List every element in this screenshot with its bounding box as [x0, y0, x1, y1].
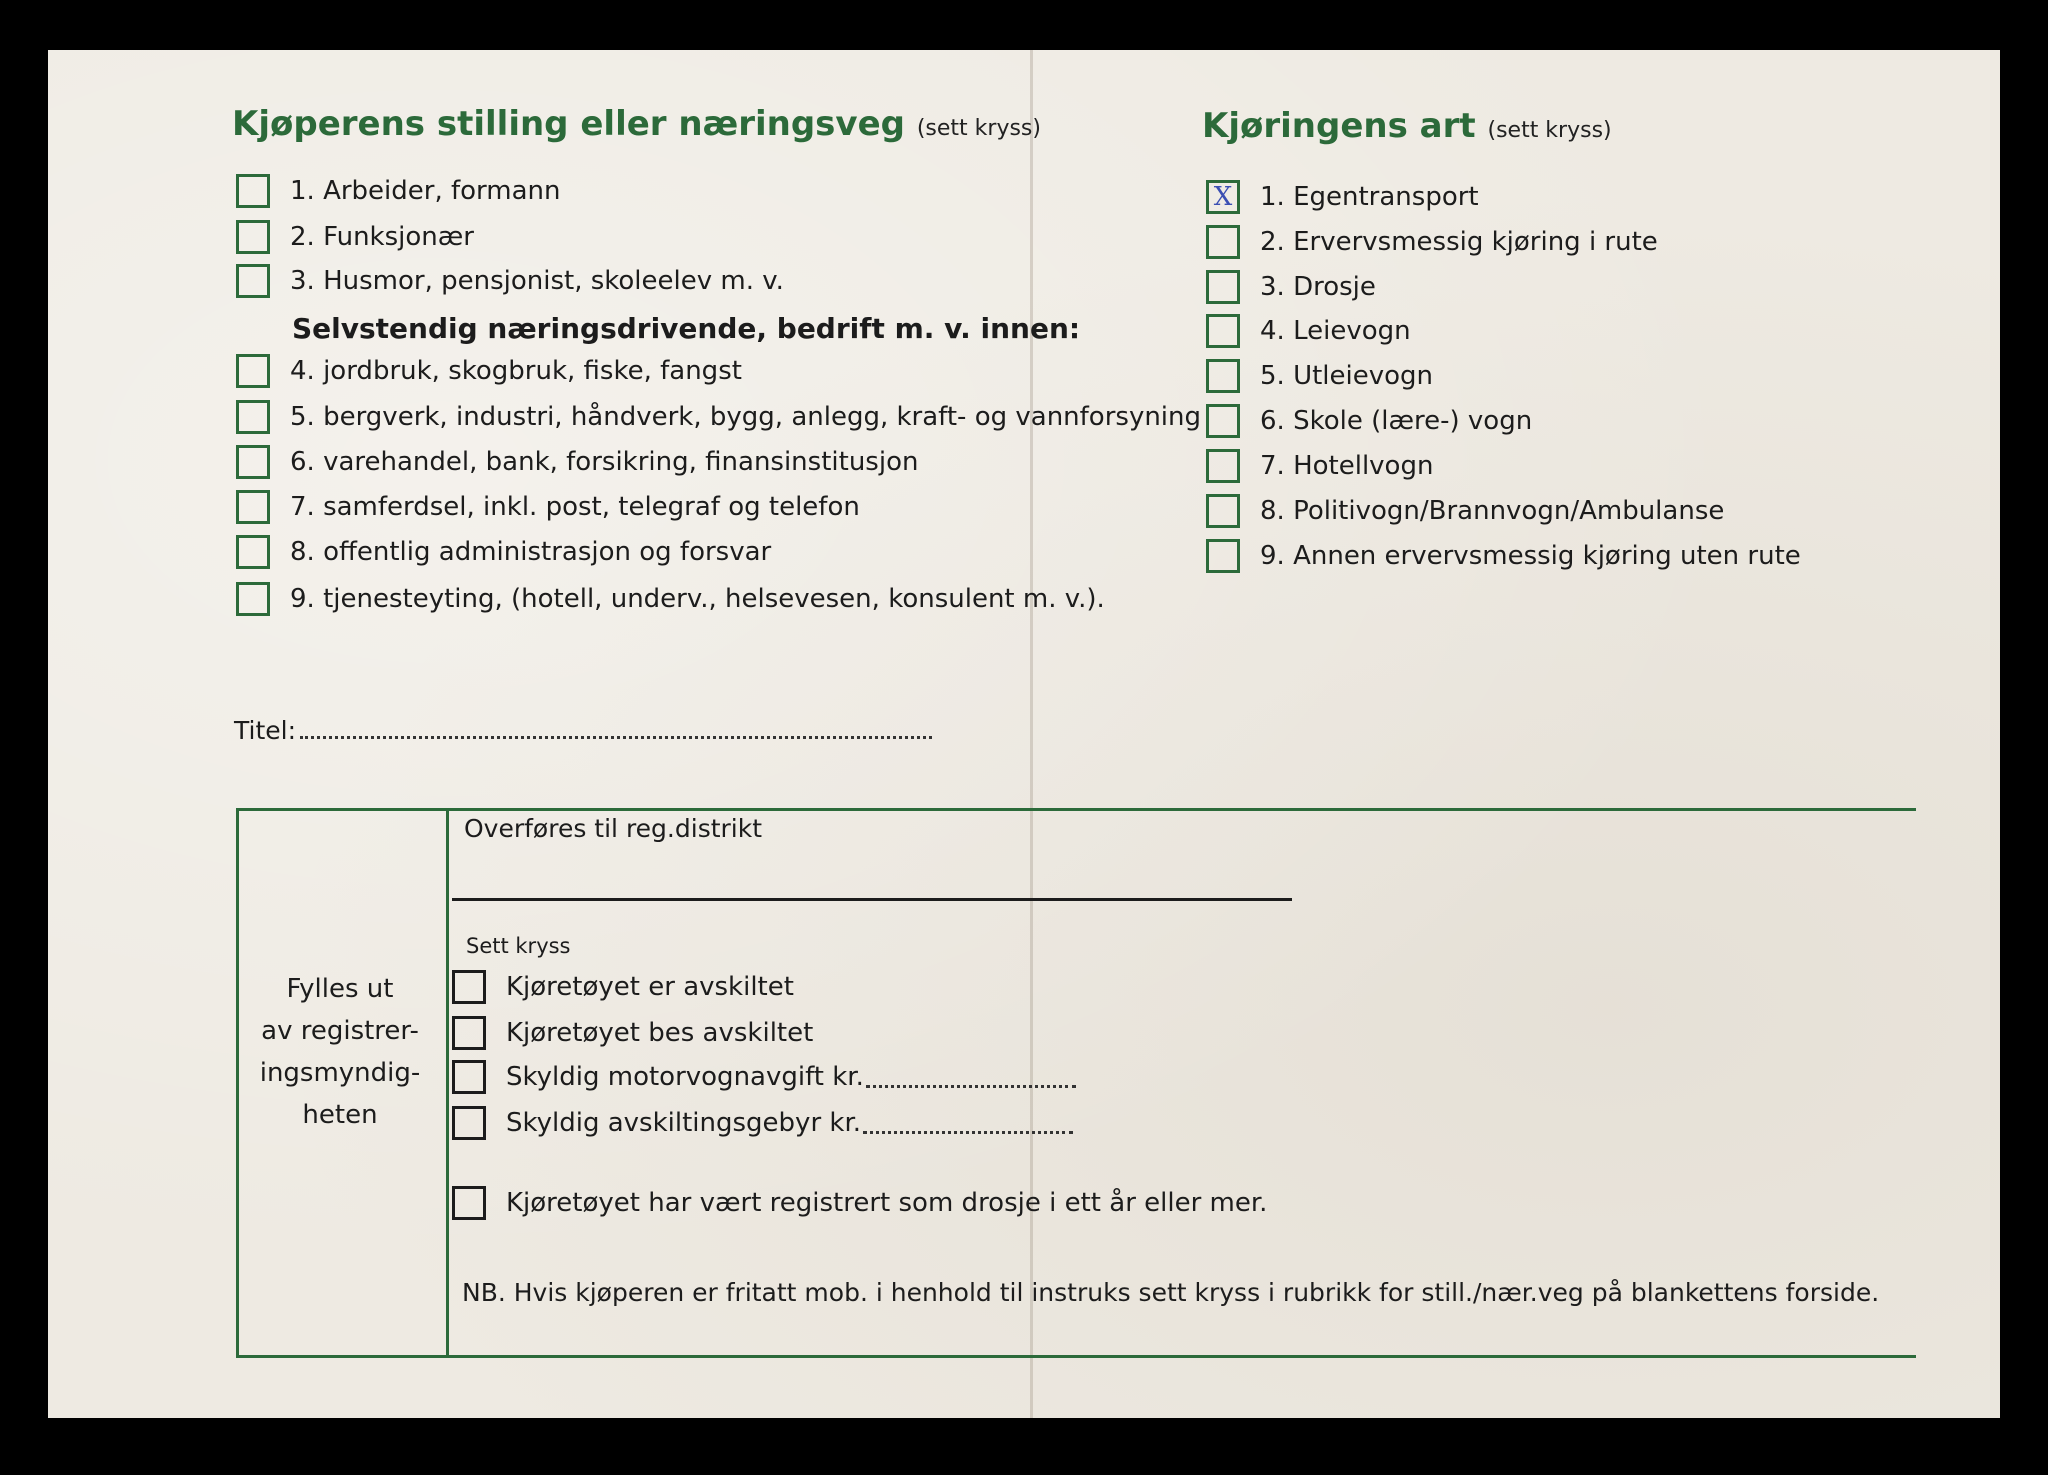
- registry-authority-note: [240, 968, 440, 1136]
- checkbox[interactable]: [452, 970, 486, 1004]
- checkbox[interactable]: [1206, 539, 1240, 573]
- checkbox[interactable]: [452, 1016, 486, 1050]
- occupation-option-1[interactable]: [236, 174, 561, 208]
- checkbox[interactable]: [236, 220, 270, 254]
- option-label: 8. offentlig administrasjon og forsvar: [290, 537, 772, 567]
- option-label: 1. Egentransport: [1260, 182, 1479, 212]
- registry-box-top-rule: [236, 808, 1916, 811]
- driving-option-2[interactable]: [1206, 225, 1658, 259]
- transfer-district-label: Overføres til reg.distrikt: [464, 814, 763, 843]
- checkbox[interactable]: [452, 1186, 486, 1220]
- driving-option-4[interactable]: [1206, 314, 1411, 348]
- checkbox[interactable]: [1206, 225, 1240, 259]
- option-label: 7. Hotellvogn: [1260, 451, 1434, 481]
- check-avskiltingsgebyr[interactable]: [452, 1106, 1073, 1140]
- titel-label: Titel:: [234, 716, 296, 745]
- option-label: Kjøretøyet har vært registrert som drosje i ett år eller mer.: [506, 1188, 1268, 1218]
- driving-type-heading: [1202, 106, 1612, 146]
- checkbox-checked[interactable]: [1206, 180, 1240, 214]
- checkbox[interactable]: [236, 490, 270, 524]
- option-label: 2. Ervervsmessig kjøring i rute: [1260, 227, 1658, 257]
- checkbox[interactable]: [1206, 494, 1240, 528]
- side-line-4: heten: [302, 1100, 378, 1130]
- option-label: 3. Husmor, pensjonist, skoleelev m. v.: [290, 266, 784, 296]
- driving-option-8[interactable]: [1206, 494, 1724, 528]
- option-label: 6. Skole (lære-) vogn: [1260, 406, 1533, 436]
- option-label: 9. tjenesteyting, (hotell, underv., helsevesen, konsulent m. v.).: [290, 584, 1105, 614]
- driving-option-3[interactable]: [1206, 270, 1376, 304]
- option-label: Skyldig motorvognavgift kr.: [506, 1062, 864, 1092]
- driving-type-note: (sett kryss): [1487, 118, 1612, 143]
- checkbox[interactable]: [236, 174, 270, 208]
- occupation-option-9[interactable]: [236, 582, 1105, 616]
- side-line-2: av registrer-: [261, 1016, 419, 1046]
- option-label: 9. Annen ervervsmessig kjøring uten rute: [1260, 541, 1801, 571]
- amount-dotted-line[interactable]: [866, 1085, 1076, 1088]
- check-avskiltet[interactable]: [452, 970, 794, 1004]
- occupation-option-2[interactable]: [236, 220, 474, 254]
- checkbox[interactable]: [236, 354, 270, 388]
- occupation-option-7[interactable]: [236, 490, 860, 524]
- checkbox[interactable]: [1206, 314, 1240, 348]
- checkbox[interactable]: [236, 445, 270, 479]
- buyer-occupation-note: (sett kryss): [916, 116, 1041, 141]
- checkbox[interactable]: [236, 400, 270, 434]
- checkbox[interactable]: [236, 582, 270, 616]
- driving-type-title: Kjøringens art: [1202, 106, 1476, 146]
- handwritten-x-mark: X: [1213, 182, 1233, 212]
- checkbox[interactable]: [236, 264, 270, 298]
- checkbox[interactable]: [1206, 270, 1240, 304]
- occupation-option-3[interactable]: [236, 264, 784, 298]
- checkbox[interactable]: [1206, 359, 1240, 393]
- option-label: Skyldig avskiltingsgebyr kr.: [506, 1108, 862, 1138]
- occupation-option-5[interactable]: [236, 400, 1201, 434]
- driving-option-6[interactable]: [1206, 404, 1532, 438]
- buyer-occupation-heading: [232, 104, 1041, 144]
- checkbox[interactable]: [452, 1060, 486, 1094]
- driving-option-5[interactable]: [1206, 359, 1433, 393]
- sett-kryss-label: Sett kryss: [466, 934, 571, 958]
- option-label: Kjøretøyet er avskiltet: [506, 972, 794, 1002]
- option-label: 4. Leievogn: [1260, 316, 1411, 346]
- checkbox[interactable]: [236, 535, 270, 569]
- registry-box-divider: [446, 808, 449, 1358]
- checkbox[interactable]: [452, 1106, 486, 1140]
- option-label: 1. Arbeider, formann: [290, 176, 561, 206]
- occupation-option-8[interactable]: [236, 535, 771, 569]
- option-label: 2. Funksjonær: [290, 222, 474, 252]
- amount-dotted-line[interactable]: [863, 1131, 1073, 1134]
- buyer-occupation-title: Kjøperens stilling eller næringsveg: [232, 104, 905, 144]
- driving-option-1[interactable]: [1206, 180, 1479, 214]
- side-line-3: ingsmyndig-: [259, 1058, 421, 1088]
- option-label: 6. varehandel, bank, forsikring, finansinstitusjon: [290, 447, 919, 477]
- check-bes-avskiltet[interactable]: [452, 1016, 813, 1050]
- option-label: 4. jordbruk, skogbruk, fiske, fangst: [290, 356, 742, 386]
- registry-box-left-rule: [236, 808, 239, 1358]
- check-motorvognavgift[interactable]: [452, 1060, 1076, 1094]
- checkbox[interactable]: [1206, 449, 1240, 483]
- option-label: 8. Politivogn/Brannvogn/Ambulanse: [1260, 496, 1725, 526]
- nb-instruction: NB. Hvis kjøperen er fritatt mob. i henhold til instruks sett kryss i rubrikk for still./nær.veg på blankettens forside.: [462, 1278, 1880, 1307]
- driving-option-7[interactable]: [1206, 449, 1433, 483]
- checkbox[interactable]: [1206, 404, 1240, 438]
- registry-box-bottom-rule: [236, 1355, 1916, 1358]
- option-label: Kjøretøyet bes avskiltet: [506, 1018, 814, 1048]
- titel-dotted-line[interactable]: [300, 736, 932, 739]
- occupation-option-6[interactable]: [236, 445, 918, 479]
- side-line-1: Fylles ut: [286, 974, 394, 1004]
- transfer-district-line[interactable]: [452, 898, 1292, 901]
- driving-option-9[interactable]: [1206, 539, 1801, 573]
- self-employed-subheading: Selvstendig næringsdrivende, bedrift m. v. innen:: [292, 312, 1081, 345]
- option-label: 3. Drosje: [1260, 272, 1376, 302]
- option-label: 7. samferdsel, inkl. post, telegraf og telefon: [290, 492, 860, 522]
- option-label: 5. Utleievogn: [1260, 361, 1434, 391]
- check-drosje-year[interactable]: [452, 1186, 1267, 1220]
- option-label: 5. bergverk, industri, håndverk, bygg, anlegg, kraft- og vannforsyning: [290, 402, 1202, 432]
- occupation-option-4[interactable]: [236, 354, 742, 388]
- titel-field[interactable]: [234, 716, 932, 745]
